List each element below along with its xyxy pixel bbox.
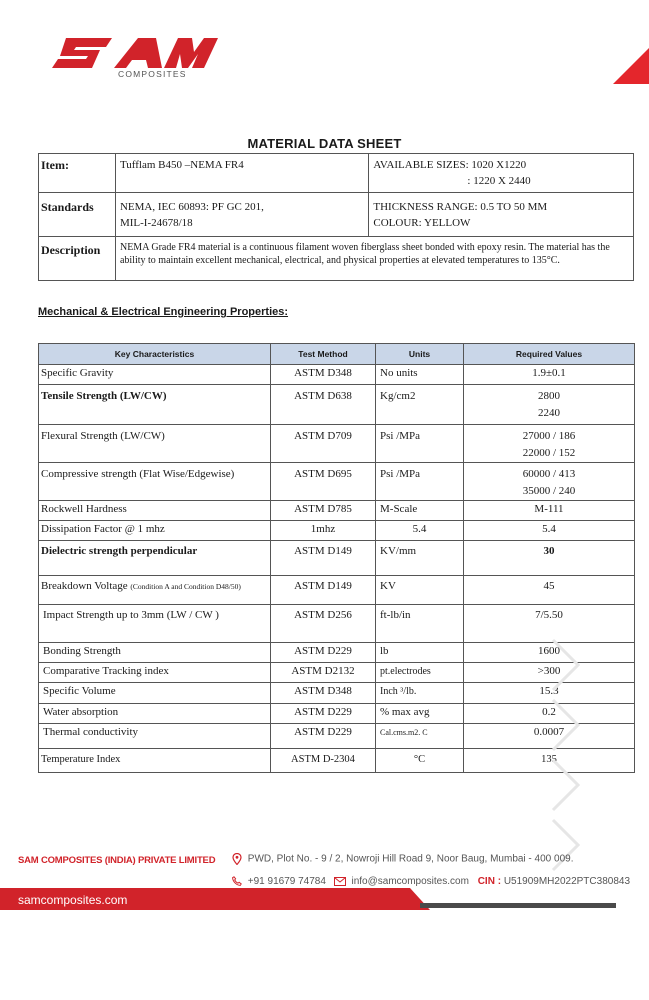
row-value: >300 <box>464 663 635 683</box>
table-row <box>39 463 635 501</box>
row-value-pair <box>464 425 635 463</box>
table-row <box>39 501 635 521</box>
email-text[interactable]: info@samcomposites.com <box>351 876 469 887</box>
row-name-cell <box>39 576 271 605</box>
row-method: ASTM D695 <box>271 463 376 501</box>
row-value: 0.0007 <box>464 724 635 749</box>
contact-line <box>232 876 630 887</box>
row-name: Rockwell Hardness <box>39 501 271 521</box>
row-value: 60000 / 413 <box>522 468 576 480</box>
company-name: SAM COMPOSITES (INDIA) PRIVATE LIMITED <box>18 855 216 866</box>
phone-icon <box>232 876 242 886</box>
row-units: °C <box>376 749 464 773</box>
row-name: Comparative Tracking index <box>39 663 271 683</box>
cin-value: U51909MH2022PTC380843 <box>503 876 631 887</box>
sizes-line-1: AVAILABLE SIZES: 1020 X1220 <box>373 159 527 171</box>
cin-label: CIN : <box>477 876 502 887</box>
description-label: Description <box>39 237 116 281</box>
row-value: 0.2 <box>464 704 635 724</box>
footer-divider <box>420 903 616 908</box>
row-units: KV <box>376 576 464 605</box>
row-units: Kg/cm2 <box>376 385 464 425</box>
row-name: Dielectric strength perpendicular <box>39 541 271 576</box>
row-method: ASTM D149 <box>271 541 376 576</box>
document-title: MATERIAL DATA SHEET <box>247 136 402 151</box>
row-method: ASTM D229 <box>271 643 376 663</box>
table-row <box>39 576 635 605</box>
row-units: No units <box>376 365 464 385</box>
location-pin-icon <box>232 853 242 865</box>
row-value: 30 <box>464 541 635 576</box>
row-units: % max avg <box>376 704 464 724</box>
table-row <box>39 541 635 576</box>
table-row <box>39 365 635 385</box>
row-method: 1mhz <box>271 521 376 541</box>
row-method: ASTM D638 <box>271 385 376 425</box>
row-method: ASTM D256 <box>271 605 376 643</box>
row-method: ASTM D229 <box>271 704 376 724</box>
company-logo <box>52 38 222 80</box>
row-value-pair <box>464 385 635 425</box>
row-name: Dissipation Factor @ 1 mhz <box>39 521 271 541</box>
row-name: Impact Strength up to 3mm (LW / CW ) <box>39 605 271 643</box>
row-name: Bonding Strength <box>39 643 271 663</box>
description-text: NEMA Grade FR4 material is a continuous filament woven fiberglass sheet bonded with epoxy resin. The material has the ability to maintain excellent mechanical, electrical, and physical properties at elevated temperatures to 135°C. <box>115 237 633 281</box>
row-method: ASTM D149 <box>271 576 376 605</box>
row-value-2: 2240 <box>538 407 560 419</box>
row-name: Compressive strength (Flat Wise/Edgewise) <box>39 463 271 501</box>
row-value-2: 35000 / 240 <box>522 485 576 497</box>
info-row-description <box>39 237 634 281</box>
row-value: 7/5.50 <box>464 605 635 643</box>
header-units: Units <box>376 344 464 365</box>
properties-header-row <box>39 344 635 365</box>
row-value: 27000 / 186 <box>522 430 576 442</box>
corner-accent-shape <box>613 48 649 84</box>
material-info-table <box>38 153 634 281</box>
table-row <box>39 385 635 425</box>
standards-value <box>115 193 368 237</box>
header-test-method: Test Method <box>271 344 376 365</box>
available-sizes <box>369 154 634 193</box>
row-units: KV/mm <box>376 541 464 576</box>
email-icon <box>334 877 346 886</box>
thickness-colour <box>369 193 634 237</box>
thickness-range: THICKNESS RANGE: 0.5 TO 50 MM <box>373 201 548 213</box>
row-method: ASTM D-2304 <box>271 749 376 773</box>
item-value: Tufflam B450 –NEMA FR4 <box>115 154 368 193</box>
standards-label: Standards <box>39 193 116 237</box>
row-units: 5.4 <box>376 521 464 541</box>
section-heading: Mechanical & Electrical Engineering Properties: <box>38 306 289 318</box>
logo-letter-m <box>164 38 218 68</box>
header-key-characteristics: Key Characteristics <box>39 344 271 365</box>
row-name: Water absorption <box>39 704 271 724</box>
standards-line-1: NEMA, IEC 60893: PF GC 201, <box>119 201 264 213</box>
info-row-standards <box>39 193 634 237</box>
row-name: Specific Volume <box>39 683 271 704</box>
row-name-note: (Condition A and Condition D48/50) <box>130 582 241 591</box>
row-name: Temperature Index <box>39 749 271 773</box>
row-value: 1600 <box>464 643 635 663</box>
row-units: Cal.cms.m2. C <box>376 724 464 749</box>
row-units: Inch ³/lb. <box>376 683 464 704</box>
arrow-watermark <box>533 620 593 880</box>
row-method: ASTM D785 <box>271 501 376 521</box>
info-row-item <box>39 154 634 193</box>
sizes-line-2: : 1220 X 2440 <box>467 175 531 187</box>
logo-letter-a <box>114 38 162 68</box>
row-value: 135 <box>464 749 635 773</box>
row-value: 45 <box>464 576 635 605</box>
row-name: Tensile Strength (LW/CW) <box>39 385 271 425</box>
address-text: PWD, Plot No. - 9 / 2, Nowroji Hill Road 9, Noor Baug, Mumbai - 400 009. <box>247 853 574 865</box>
row-value: 1.9±0.1 <box>464 365 635 385</box>
row-method: ASTM D348 <box>271 683 376 704</box>
logo-letter-s <box>52 38 112 68</box>
row-method: ASTM D229 <box>271 724 376 749</box>
row-units: Psi /MPa <box>376 425 464 463</box>
row-units: lb <box>376 643 464 663</box>
row-name: Breakdown Voltage <box>41 580 128 592</box>
row-name: Specific Gravity <box>39 365 271 385</box>
colour-value: COLOUR: YELLOW <box>373 217 471 229</box>
row-units: Psi /MPa <box>376 463 464 501</box>
row-value: M-111 <box>464 501 635 521</box>
row-name: Flexural Strength (LW/CW) <box>39 425 271 463</box>
row-method: ASTM D2132 <box>271 663 376 683</box>
table-row <box>39 425 635 463</box>
website-link[interactable]: samcomposites.com <box>18 893 128 907</box>
standards-line-2: MIL-I-24678/18 <box>119 217 193 229</box>
row-units: ft-lb/in <box>376 605 464 643</box>
logo-subtitle: COMPOSITES <box>118 69 187 79</box>
row-units: pt.electrodes <box>376 663 464 683</box>
table-row <box>39 521 635 541</box>
phone-text[interactable]: +91 91679 74784 <box>247 876 326 887</box>
row-value-2: 22000 / 152 <box>522 447 576 459</box>
row-value-pair <box>464 463 635 501</box>
item-label: Item: <box>39 154 116 193</box>
address-line <box>232 853 573 865</box>
row-value: 15.3 <box>464 683 635 704</box>
row-value: 2800 <box>538 390 560 402</box>
row-value: 5.4 <box>464 521 635 541</box>
row-units: M-Scale <box>376 501 464 521</box>
header-required-values: Required Values <box>464 344 635 365</box>
row-method: ASTM D348 <box>271 365 376 385</box>
row-name: Thermal conductivity <box>39 724 271 749</box>
row-method: ASTM D709 <box>271 425 376 463</box>
